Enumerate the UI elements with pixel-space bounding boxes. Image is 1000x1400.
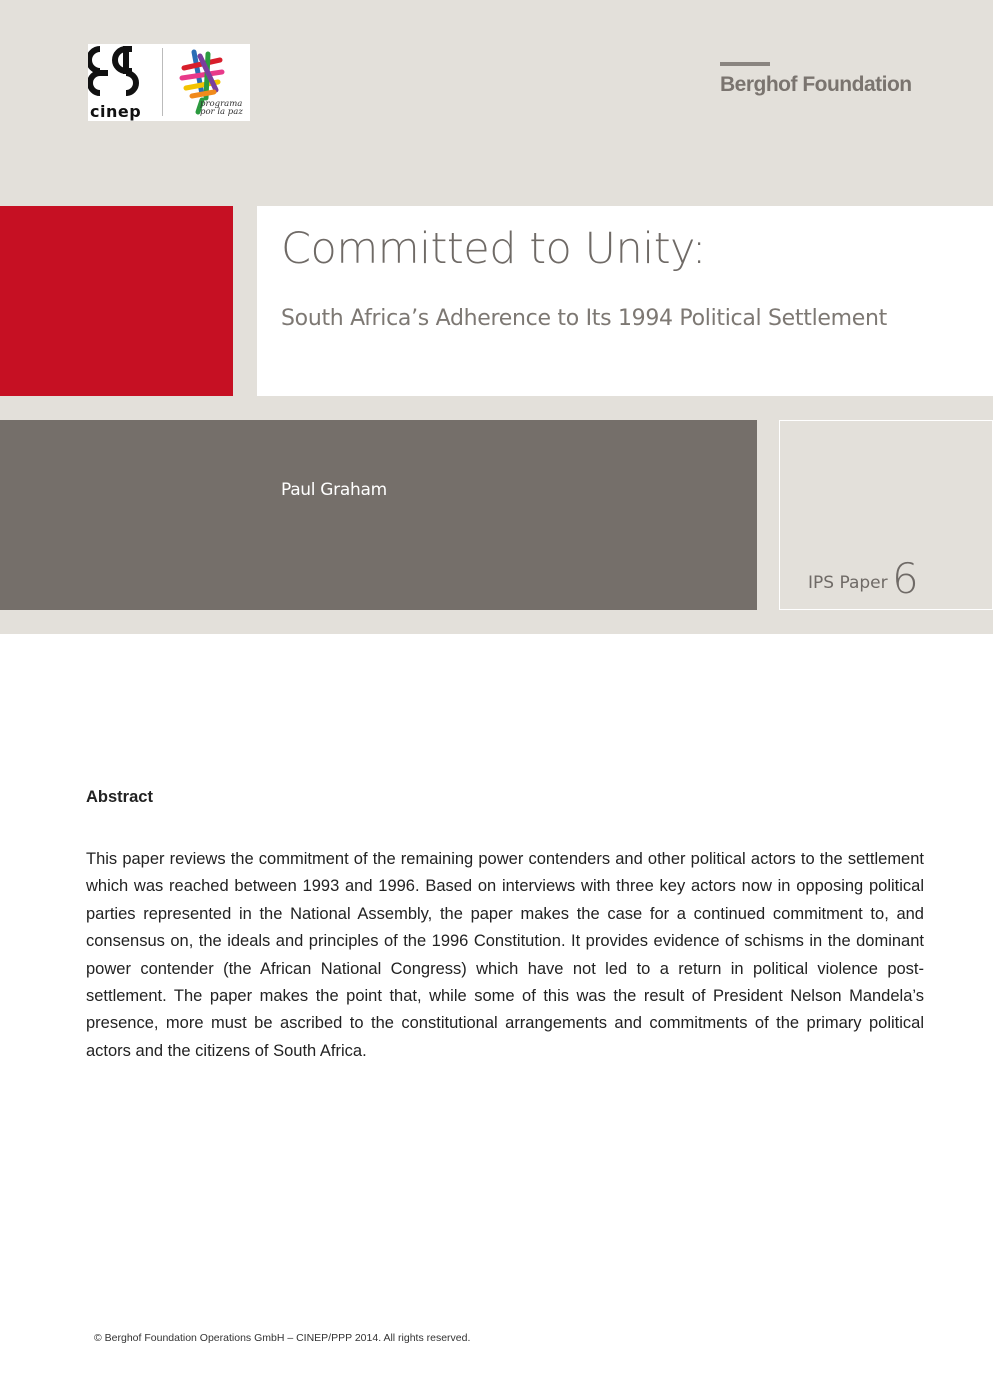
author-name: Paul Graham (281, 480, 387, 500)
page-subtitle: South Africa’s Adherence to Its 1994 Political Settlement (281, 306, 887, 331)
cinep-wordmark: cinep (90, 102, 142, 121)
page-edge (993, 0, 1000, 1400)
page-title: Committed to Unity: (281, 224, 706, 274)
partner-logos (88, 44, 250, 121)
programa-por-la-paz-wordmark (200, 100, 243, 116)
abstract-heading: Abstract (86, 788, 153, 806)
berghof-wordmark: Berghof Foundation (720, 73, 912, 96)
berghof-logo-bar (720, 62, 770, 66)
red-accent-block (0, 206, 233, 396)
ppp-line-1: programa (200, 99, 243, 109)
series-box (779, 420, 993, 610)
series-number: 6 (892, 554, 919, 603)
author-block (0, 420, 757, 610)
series-label: IPS Paper (808, 573, 888, 593)
ppp-line-2: por la paz (200, 107, 243, 117)
abstract-body: This paper reviews the commitment of the remaining power contenders and other political actors to the settlement which was reached between 1993 and 1996. Based on interviews with three key actors now in opposing political parties represented in the National Assembly, the paper makes the case for a continued commitment to, and consensus on, the ideals and principles of the 1996 Constitution. It provides evidence of schisms in the dominant power contender (the African National Congress) which have not led to a return in political violence post-settlement. The paper makes the point that, while some of this was the result of President Nelson Mandela’s presence, more must be ascribed to the constitutional arrangements and commitments of the primary political actors and the citizens of South Africa. (86, 850, 924, 1060)
logo-divider (162, 48, 163, 116)
copyright-footer: © Berghof Foundation Operations GmbH – CINEP/PPP 2014. All rights reserved. (94, 1332, 471, 1344)
title-box (257, 206, 993, 396)
berghof-logo (720, 62, 915, 97)
